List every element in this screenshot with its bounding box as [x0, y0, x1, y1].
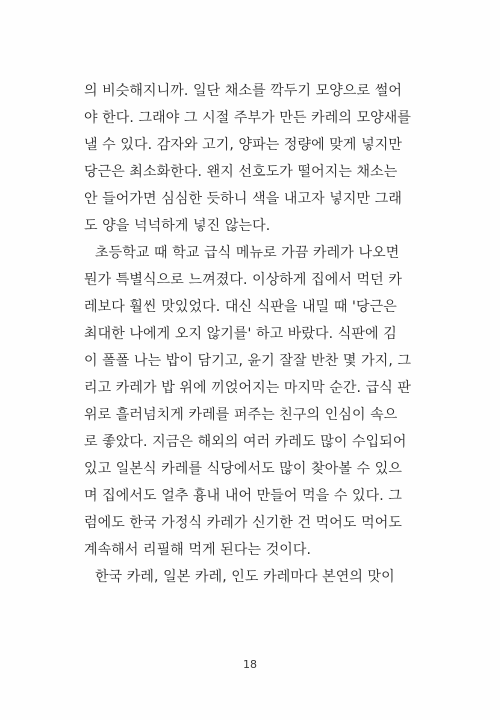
text-line: 뭔가 특별식으로 느껴졌다. 이상하게 집에서 먹던 카	[84, 272, 402, 288]
text-line: 리고 카레가 밥 위에 끼얹어지는 마지막 순간. 급식 판	[84, 380, 412, 396]
page-number: 18	[243, 658, 257, 671]
text-line: 럼에도 한국 가정식 카레가 신기한 건 먹어도 먹어도	[84, 515, 402, 531]
text-line: 이 폴폴 나는 밥이 담기고, 윤기 잘잘 반찬 몇 가지, 그	[84, 353, 412, 369]
body-text	[84, 78, 424, 591]
text-line: 로 좋았다. 지금은 해외의 여러 카레도 많이 수입되어	[84, 434, 407, 450]
text-line: 있고 일본식 카레를 식당에서도 많이 찾아볼 수 있으	[84, 461, 402, 477]
text-line: 계속해서 리필해 먹게 된다는 것이다.	[84, 542, 312, 558]
text-line: 초등학교 때 학교 급식 메뉴로 가끔 카레가 나오면	[95, 245, 400, 261]
text-line: 의 비슷해지니까. 일단 채소를 깍두기 모양으로 썰어	[84, 83, 402, 99]
text-line: 위로 흘러넘치게 카레를 퍼주는 친구의 인심이 속으	[84, 407, 398, 423]
text-line: 야 한다. 그래야 그 시절 주부가 만든 카레의 모양새를	[84, 110, 412, 126]
text-line: 낼 수 있다. 감자와 고기, 양파는 정량에 맞게 넣지만	[84, 137, 402, 153]
text-line: 당근은 최소화한다. 왠지 선호도가 떨어지는 채소는	[84, 164, 398, 180]
text-line: 한국 카레, 일본 카레, 인도 카레마다 본연의 맛이	[95, 569, 395, 585]
text-line: 도 양을 넉넉하게 넣진 않는다.	[84, 218, 271, 234]
text-line: 안 들어가면 심심한 듯하니 색을 내고자 넣지만 그래	[84, 191, 402, 207]
text-line: 며 집에서도 얼추 흉내 내어 만들어 먹을 수 있다. 그	[84, 488, 402, 504]
text-line: 최대한 나에게 오지 않기를' 하고 바랐다. 식판에 김	[84, 326, 397, 342]
text-line: 레보다 훨씬 맛있었다. 대신 식판을 내밀 때 '당근은	[84, 299, 397, 315]
